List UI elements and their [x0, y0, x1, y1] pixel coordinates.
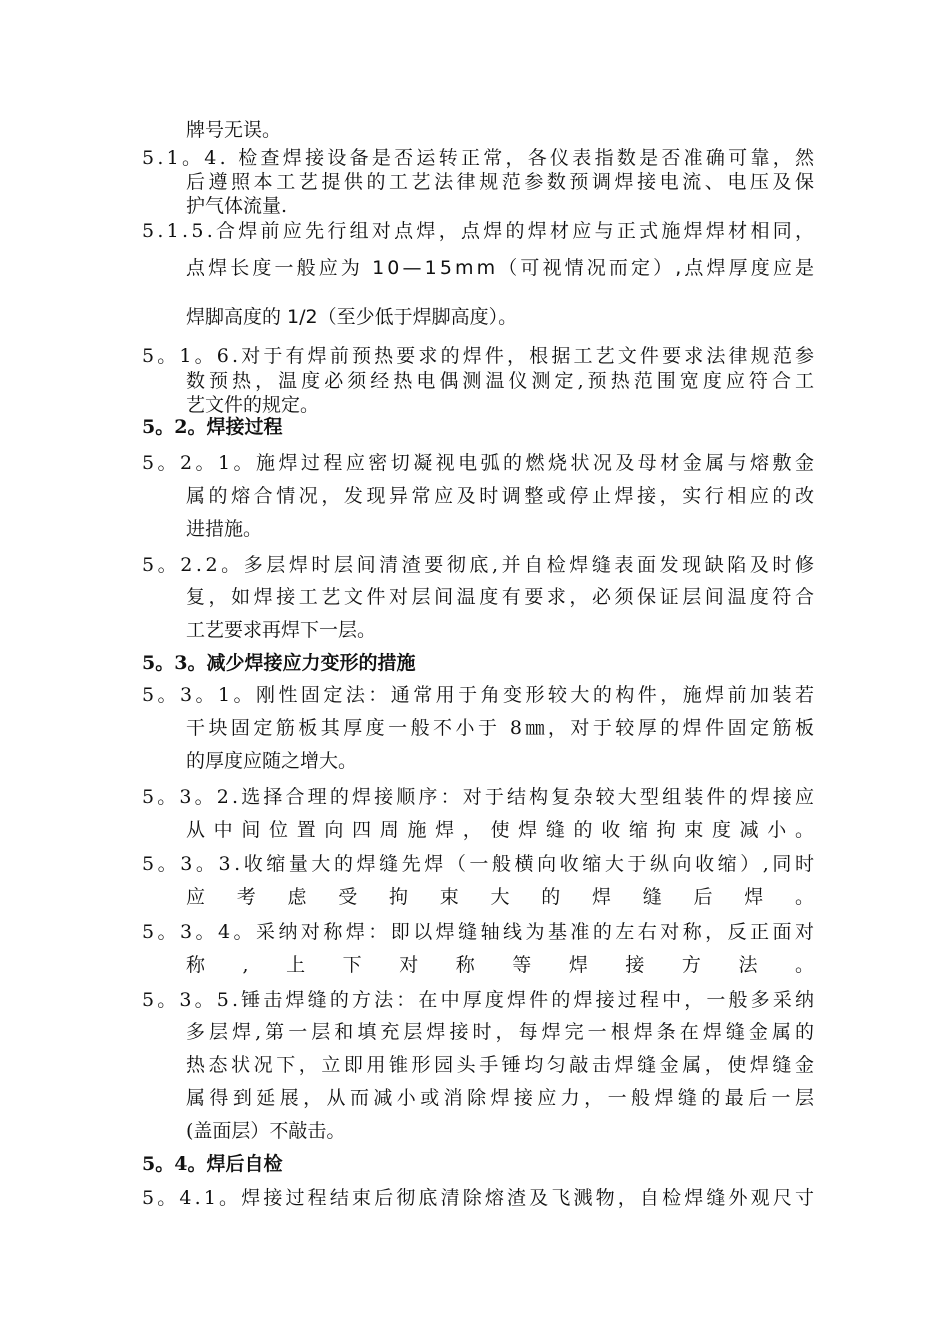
text-line: 工艺要求再焊下一层。 — [186, 619, 377, 641]
text-line: 属的熔合情况，发现异常应及时调整或停止焊接，实行相应的改 — [186, 485, 818, 507]
text-line: 5。3。1。刚性固定法：通常用于角变形较大的构件，施焊前加装若 — [142, 684, 818, 706]
text-line: 应考虑受拘束大的焊缝后焊。 — [186, 886, 846, 908]
text-line: 5。3。3.收缩量大的焊缝先焊（一般横向收缩大于纵向收缩）,同时 — [142, 853, 818, 875]
text-line: 复，如焊接工艺文件对层间温度有要求，必须保证层间温度符合 — [186, 586, 818, 608]
text-line: 的厚度应随之增大。 — [186, 750, 358, 772]
text-line: 属得到延展，从而减小或消除焊接应力，一般焊缝的最后一层 — [186, 1087, 819, 1109]
text-line: 数预热，温度必须经热电偶测温仪测定,预热范围宽度应符合工 — [186, 370, 819, 392]
text-line: 多层焊,第一层和填充层焊接时，每焊完一根焊条在焊缝金属的 — [186, 1021, 819, 1043]
text-line: 点焊长度一般应为 10—15mm（可视情况而定）,点焊厚度应是 — [186, 257, 818, 279]
text-line: 艺文件的规定。 — [186, 394, 320, 416]
text-line: (盖面层）不敲击。 — [186, 1120, 346, 1142]
text-line: 5。2.2。多层焊时层间清渣要彻底,并自检焊缝表面发现缺陷及时修 — [142, 554, 818, 576]
text-line: 5。3。4。采纳对称焊：即以焊缝轴线为基准的左右对称，反正面对 — [142, 921, 818, 943]
text-line: 称,上下对称等焊接方法。 — [186, 954, 852, 976]
text-line: 5。2。1。施焊过程应密切凝视电弧的燃烧状况及母材金属与熔敷金 — [142, 452, 818, 474]
section-heading: 5。2。焊接过程 — [142, 416, 283, 438]
text-line: 热态状况下，立即用锥形园头手锤均匀敲击焊缝金属，使焊缝金 — [186, 1054, 818, 1076]
section-heading: 5。3。减少焊接应力变形的措施 — [142, 652, 416, 674]
text-line: 牌号无误。 — [186, 119, 282, 141]
text-line: 5.1。4. 检查焊接设备是否运转正常，各仪表指数是否准确可靠，然 — [142, 147, 818, 169]
text-line: 进措施。 — [186, 518, 263, 540]
text-line: 5。3。2.选择合理的焊接顺序：对于结构复杂较大型组装件的焊接应 — [142, 786, 818, 808]
text-line: 5。4.1。焊接过程结束后彻底清除熔渣及飞溅物，自检焊缝外观尺寸 — [142, 1187, 818, 1209]
text-line: 5。3。5.锤击焊缝的方法：在中厚度焊件的焊接过程中，一般多采纳 — [142, 989, 818, 1011]
text-line: 从中间位置向四周施焊，使焊缝的收缩拘束度减小。 — [186, 819, 823, 841]
section-heading: 5。4。焊后自检 — [142, 1153, 283, 1175]
text-line: 5.1.5.合焊前应先行组对点焊，点焊的焊材应与正式施焊焊材相同， — [142, 220, 818, 242]
text-line: 5。1。6.对于有焊前预热要求的焊件，根据工艺文件要求法律规范参 — [142, 345, 818, 367]
text-line: 护气体流量. — [186, 195, 288, 217]
text-line: 干块固定筋板其厚度一般不小于 8㎜，对于较厚的焊件固定筋板 — [186, 717, 818, 739]
text-line: 后遵照本工艺提供的工艺法律规范参数预调焊接电流、电压及保 — [186, 171, 818, 193]
text-line: 焊脚高度的 1/2（至少低于焊脚高度）。 — [186, 306, 518, 328]
